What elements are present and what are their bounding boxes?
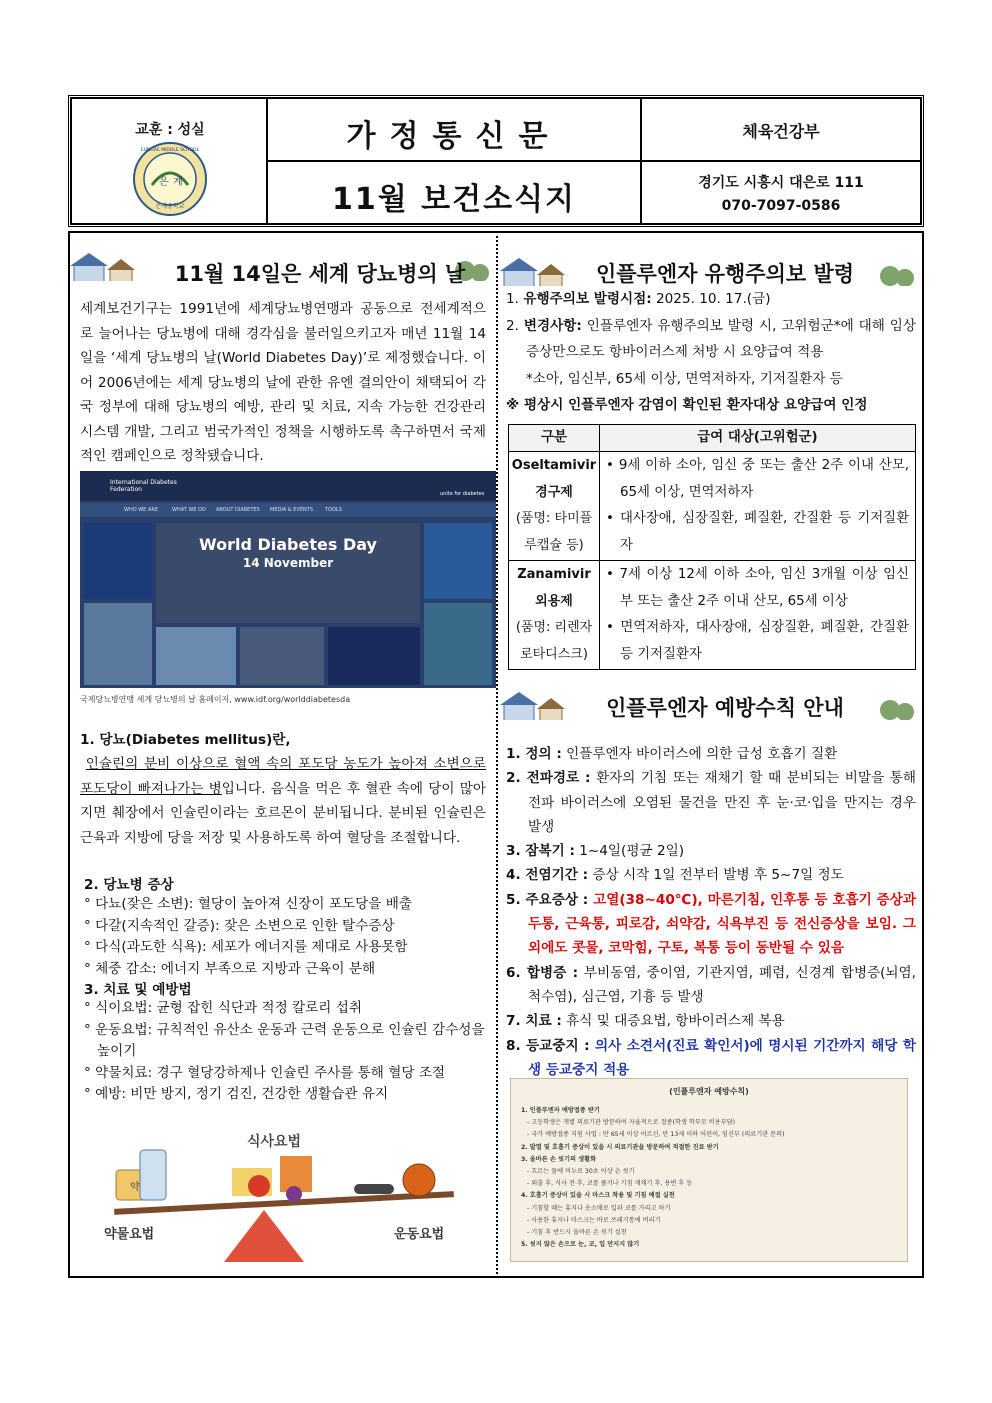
list-item: ° 다뇨(잦은 소변): 혈당이 높아져 신장이 포도당을 배출 [84,896,412,912]
subtitle-cell [267,161,641,224]
idf-org-name: International Diabetes Federation [110,479,177,493]
table-row: Zanamivir 외용제 (품명: 리렌자로타디스크) • 7세 이상 12세 이하 소아, 임신 3개월 이상 임신부 또는 출산 2주 이내 산모, 65세 이상 • 면역저하자, 대사장애, 심장질환, 폐질환, 간질환 등 기저질환자 [509,561,916,670]
idf-nav-item: TOOLS [325,507,342,513]
illus-exercise-label: 운동요법 [394,1227,445,1242]
section-title-diabetes-day: 11월 14일은 세계 당뇨병의 날 [174,262,466,286]
list-item: ° 약물치료: 경구 혈당강하제나 인슐린 주사를 통해 혈당 조절 [84,1064,446,1081]
symptom-list [84,894,488,980]
logo-top-text: EUNGAE MIDDLE SCHOOL [140,148,200,153]
title-cell [267,98,641,161]
list-item: 1. 정의 : 인플루엔자 바이러스에 의한 급성 호흡기 질환 [506,746,838,762]
idf-nav-item: ABOUT DIABETES [216,507,260,513]
definition-key: 인슐린의 분비 이상으로 혈액 속의 포도당 농도가 높아져 소변으로 포도당이 빠져나가는 병 [80,756,486,797]
idf-nav [80,503,496,517]
school-motto-cell [71,98,267,224]
table-row: Oseltamivir 경구제 (품명: 타미플루캡슐 등) • 9세 이하 소아, 임신 중 또는 출산 2주 이내 산모, 65세 이상, 면역저하자 • 대사장애, 심장질환, 폐질환, 간질환 등 기저질환자 [509,452,916,561]
definition-rest: 입니다. 음식을 먹은 후 혈관 속에 당이 많아지면 췌장에서 인슐린이라는 호르몬이 분비됩니다. 분비된 인슐린은 근육과 지방에 당을 저장 및 사용하도록 하여 혈당을 조절합니다. [80,780,486,846]
logo-bottom-text: 은계중학교 [155,203,185,210]
idf-unite-text: unite for diabetes [440,491,485,497]
column-divider [496,231,498,1278]
list-item: ° 체중 감소: 에너지 부족으로 지방과 근육이 분해 [84,960,376,977]
symptom-heading: 2. 당뇨병 증상 [84,877,174,893]
treatment-heading: 3. 치료 및 예방법 [84,982,192,998]
treatment-list [84,998,488,1106]
school-logo [132,141,208,217]
flu-prevention-list [506,742,916,1082]
list-item: 6. 합병증 : 부비동염, 중이염, 기관지염, 폐렴, 신경계 합병증(뇌염, 척수염), 심근염, 기흉 등 발생 [506,964,916,1005]
box-lines: 1. 인플루엔자 예방접종 받기 - 고등학생은 개별 의료기관 방문하여 자율적으로 접종(학생 학부모 비용부담) - 국가 예방접종 지원 사업 : 만 65세 이상 어르신, 만 13세 이하 어린이, 임신부 (의료기관 문의) 2. 발열 및 호흡기 증상이 있을 시 의료기관을 방문하여 적절한 진료 받기 3. 올바른 손 씻기의 생활화 - 흐르는 물에 비누로 30초 이상 손 씻기 - 외출 후, 식사 전·후, 코를 풀거나 기침 재채기 후, 용변 후 등 4. 호흡기 증상이 있을 시 마스크 착용 및 기침 예절 실천 - 기침할 때는 휴지나 옷소매로 입과 코를 가리고 하기 - 사용한 휴지나 마스크는 바로 쓰레기통에 버리기 - 기침 후 반드시 올바른 손 씻기 실천 5. 씻지 않은 손으로 눈, 코, 입 만지지 않기 [521,1107,785,1249]
school-motto: 교훈 : 성실 [135,122,205,138]
table-header: 구분 [509,425,600,452]
logo-char-left: 은 [159,177,169,188]
list-item: 2. 전파경로 : 환자의 기침 또는 재채기 할 때 분비되는 비말을 통해 전파 바이러스에 오염된 물건을 만진 후 눈·코·입을 만지는 경우 발생 [506,770,916,835]
logo-char-right: 계 [173,177,183,188]
diabetes-care-illustration [94,1128,474,1268]
newsletter-subtitle: 11월 보건소식지 [331,182,577,217]
list-item: ° 운동요법: 규칙적인 유산소 운동과 근력 운동으로 인슐린 감수성을 높이기 [84,1021,485,1059]
list-item: 5. 주요증상 : 고열(38~40℃), 마른기침, 인후통 등 호흡기 증상과 두통, 근육통, 피로감, 쇠약감, 식욕부진 등 전신증상을 보임. 그 외에도 콧물, 코막힘, 구토, 복통 등이 동반될 수 있음 [506,891,916,957]
department: 체육건강부 [742,122,820,141]
address: 경기도 시흥시 대은로 111 [698,175,864,191]
list-item: ° 식이요법: 균형 잡힌 식단과 적정 칼로리 섭취 [84,1000,362,1016]
section-title-flu-alert: 인플루엔자 유행주의보 발령 [595,262,855,286]
section-title-flu-prevention: 인플루엔자 예방수칙 안내 [606,696,844,720]
wdd-banner-title: World Diabetes Day [199,535,377,554]
box-title: (인플루엔자 예방수칙) [669,1087,749,1096]
newsletter-header [68,95,924,227]
list-item: 3. 잠복기 : 1~4일(평균 2일) [506,843,685,860]
wdd-banner-date: 14 November [242,556,334,570]
antiviral-table [508,424,916,670]
illus-diet-label: 식사요법 [246,1134,302,1150]
table-header: 급여 대상(고위험군) [600,425,916,452]
alert-bold-note: ※ 평상시 인플루엔자 감염이 확인된 환자대상 요양급여 인정 [506,397,868,413]
list-item: 7. 치료 : 휴식 및 대증요법, 항바이러스제 복용 [506,1013,785,1030]
alert-item-2: 2. 변경사항: 인플루엔자 유행주의보 발령 시, 고위험군*에 대해 임상 증상만으로도 항바이러스제 처방 시 요양급여 적용 [506,317,916,360]
newsletter-title: 가정통신문 [346,119,562,154]
flu-prevention-box [510,1078,908,1262]
phone: 070-7097-0586 [721,198,841,214]
idf-nav-item: WHO WE ARE [124,507,158,513]
definition-text [80,752,486,850]
idf-website-image [80,471,496,688]
list-item: 4. 전염기간 : 증상 시작 1일 전부터 발병 후 5~7일 정도 [506,867,844,884]
flu-alert-details [506,286,916,419]
svg-text:약: 약 [130,1182,140,1193]
list-item: ° 다갈(지속적인 갈증): 잦은 소변으로 인한 탈수증상 [84,917,395,934]
list-item: 8. 등교중지 : 의사 소견서(진료 확인서)에 명시된 기간까지 해당 학생 등교중지 적용 [506,1037,916,1078]
list-item: ° 다식(과도한 식욕): 세포가 에너지를 제대로 사용못함 [84,939,408,955]
alert-note: *소아, 임신부, 65세 이상, 면역저하자, 기저질환자 등 [526,370,843,387]
list-item: ° 예방: 비만 방지, 정기 검진, 건강한 생활습관 유지 [84,1086,389,1102]
idf-nav-item: WHAT WE DO [172,507,206,513]
illus-drug-label: 약물요법 [104,1227,155,1242]
diabetes-day-intro: 세계보건기구는 1991년에 세계당뇨병연맹과 공동으로 전세계적으로 늘어나는 당뇨병에 대해 경각심을 불러일으키고자 매년 11월 14일을 ‘세계 당뇨병의 날(World Diabetes Day)’로 제정했습니다. 이어 2006년에는 세계 당뇨병의 날에 관한 유엔 결의안이 채택되어 각국 정부에 대해 당뇨병의 예방, 관리 및 치료, 지속 가능한 건강관리 시스템 개발, 그리고 범국가적인 정책을 시행하도록 촉구하면서 국제적인 캠페인으로 정착됐습니다. [80,301,486,464]
idf-nav-item: MEDIA & EVENTS [270,507,314,513]
alert-item-1: 1. 유행주의보 발령시점: 2025. 10. 17.(금) [506,291,771,307]
department-cell [641,98,921,161]
definition-heading: 1. 당뇨(Diabetes mellitus)란, [80,732,291,748]
contact-cell [641,161,921,224]
image-caption: 국제당뇨병연맹 세계 당뇨병의 날 홈페이지, www.idf.org/worlddiabetesda [80,695,351,704]
